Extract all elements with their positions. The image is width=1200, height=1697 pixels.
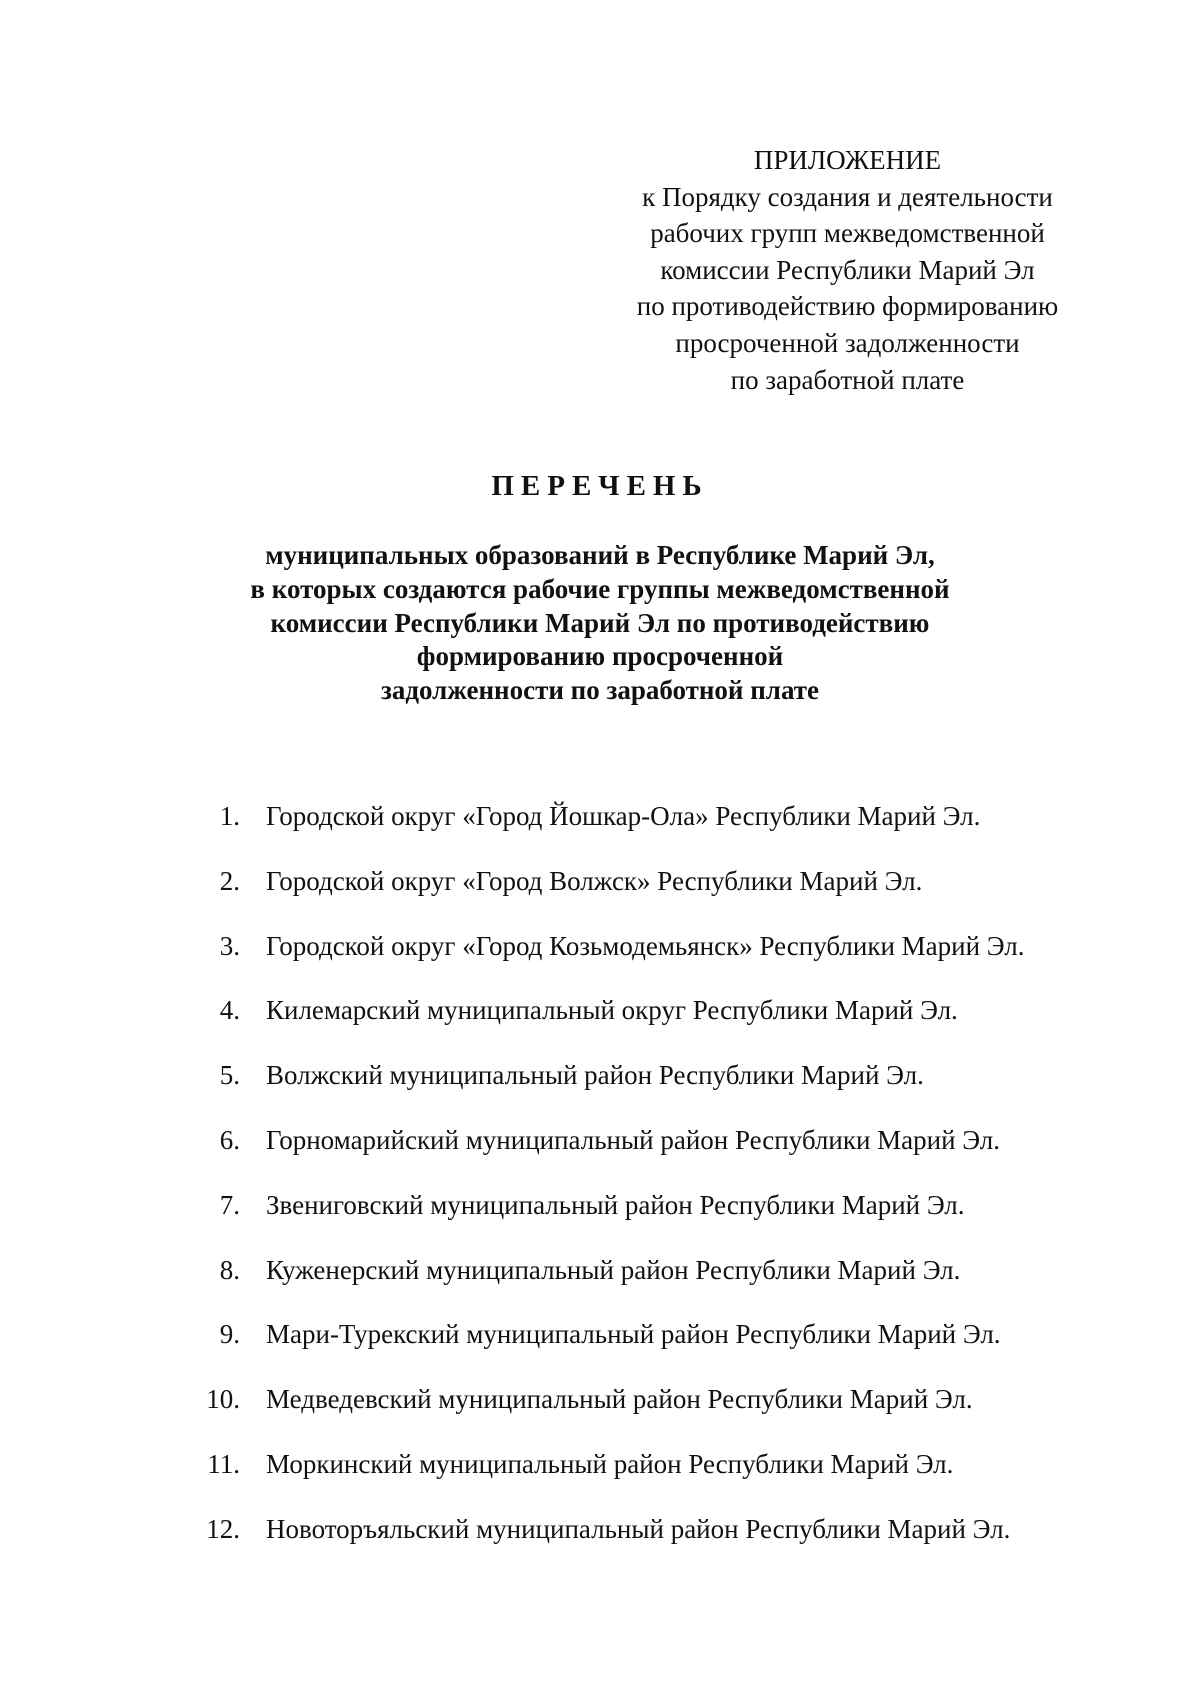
list-item [190,863,1090,928]
list-item-number: 3. [219,930,240,961]
municipality-list [190,798,1090,1576]
appendix-line: рабочих групп межведомственной [650,218,1045,249]
subtitle-line: формированию просроченной [416,641,784,672]
appendix-line: к Порядку создания и деятельности [642,181,1053,212]
list-item [190,1381,1090,1446]
appendix-line: комиссии Республики Марий Эл [660,254,1035,285]
appendix-line: просроченной задолженности [675,327,1020,358]
list-item-number: 4. [219,995,240,1026]
list-item-text: Городской округ «Город Козьмодемьянск» Республики Марий Эл. [266,930,1025,961]
list-item-number: 6. [219,1124,240,1155]
list-item [190,798,1090,863]
list-item-text: Новоторъяльский муниципальный район Республики Марий Эл. [266,1513,1011,1544]
document-title: ПЕРЕЧЕНЬ [491,470,709,502]
subtitle-line: муниципальных образований в Республике Марий Эл, [265,540,935,570]
list-item-text: Волжский муниципальный район Республики Марий Эл. [266,1060,924,1091]
list-item-number: 8. [219,1254,240,1285]
list-item-text: Городской округ «Город Волжск» Республики Марий Эл. [266,865,923,896]
list-item [190,1446,1090,1511]
list-item [190,1122,1090,1187]
list-item-number: 10. [206,1384,240,1415]
list-item [190,1057,1090,1122]
subtitle-line: в которых создаются рабочие группы межведомственной [250,573,950,604]
list-item [190,1511,1090,1576]
appendix-title: ПРИЛОЖЕНИЕ [753,145,942,175]
list-item-text: Медведевский муниципальный район Республики Марий Эл. [266,1384,973,1415]
appendix-header [615,142,1080,398]
document-subtitle [150,539,1050,708]
list-item [190,1252,1090,1317]
appendix-line: по противодействию формированию [636,291,1059,322]
list-item-number: 12. [206,1513,240,1544]
list-item-number: 7. [219,1189,240,1220]
list-item [190,1316,1090,1381]
list-item-text: Городской округ «Город Йошкар-Ола» Республики Марий Эл. [266,801,981,831]
list-item-number: 5. [219,1060,240,1091]
list-item [190,1187,1090,1252]
appendix-line: по заработной плате [730,364,965,395]
list-item-number: 2. [219,865,240,896]
list-item-number: 11. [207,1448,240,1479]
list-item-text: Килемарский муниципальный округ Республики Марий Эл. [266,995,958,1026]
subtitle-line: задолженности по заработной плате [380,675,819,706]
list-item [190,928,1090,993]
list-item-text: Звениговский муниципальный район Республики Марий Эл. [266,1189,965,1220]
list-item-number: 9. [219,1319,240,1350]
list-item-number: 1. [219,801,240,831]
list-item-text: Мари-Турекский муниципальный район Республики Марий Эл. [266,1319,1001,1350]
list-item-text: Куженерский муниципальный район Республики Марий Эл. [266,1254,961,1285]
subtitle-line: комиссии Республики Марий Эл по противодействию [270,607,930,638]
list-item [190,992,1090,1057]
list-item-text: Моркинский муниципальный район Республики Марий Эл. [266,1448,954,1479]
list-item-text: Горномарийский муниципальный район Республики Марий Эл. [266,1124,1000,1155]
